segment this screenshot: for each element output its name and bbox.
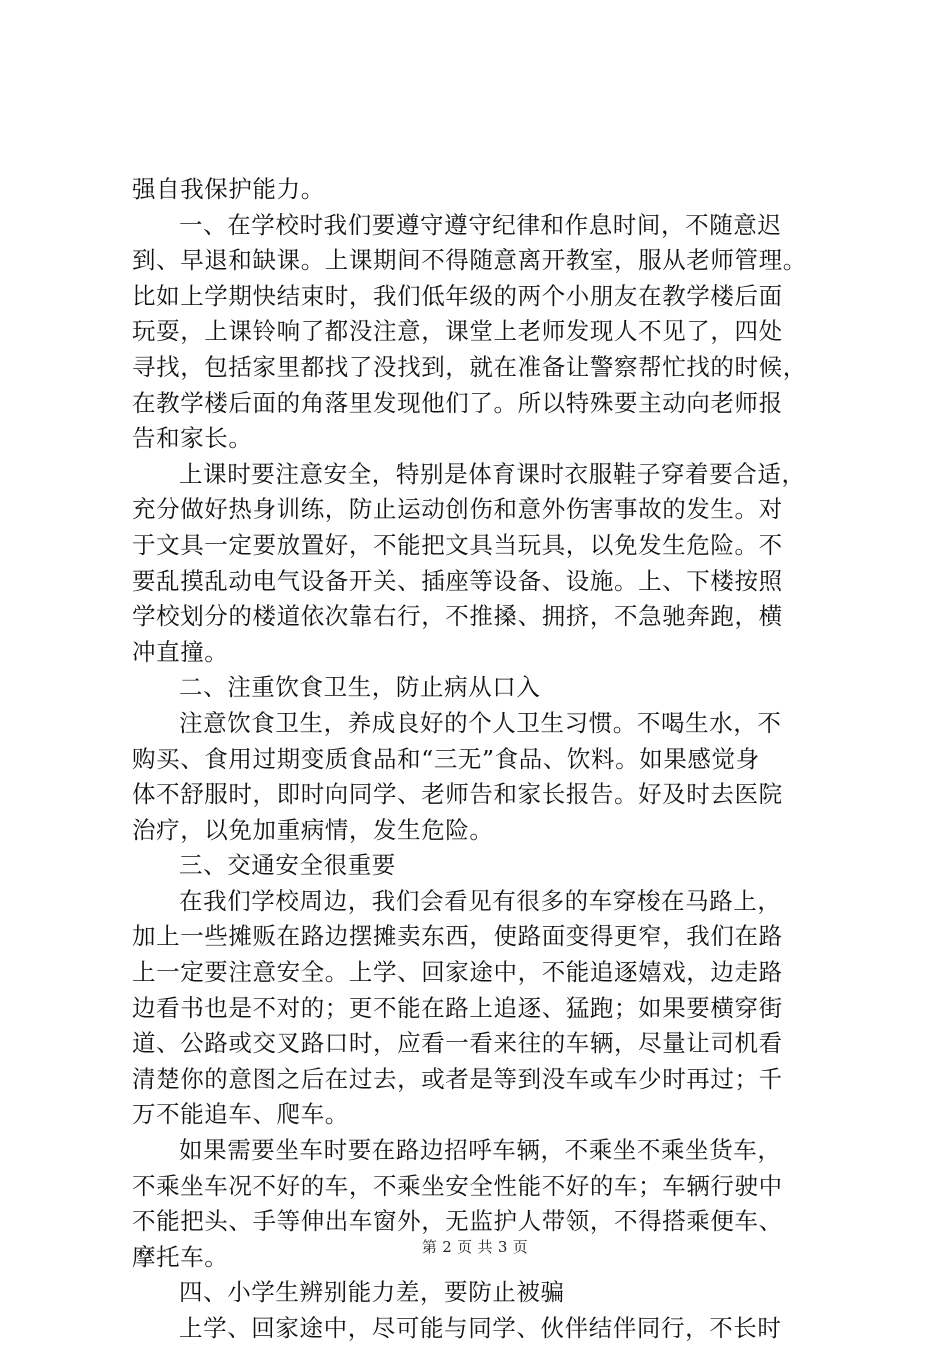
text-line: 三、交通安全很重要 — [179, 851, 396, 880]
text-line: 上一定要注意安全。上学、回家途中，不能追逐嬉戏，边走路 — [132, 958, 783, 987]
text-line: 治疗，以免加重病情，发生危险。 — [132, 815, 494, 844]
text-line: 强自我保护能力。 — [132, 175, 325, 203]
text-line: 体不舒服时，即时向同学、老师告和家长报告。好及时去医院 — [132, 780, 783, 809]
text-line: 学校划分的楼道依次靠右行，不推搡、拥挤，不急驰奔跑，横 — [132, 602, 783, 631]
text-line: 道、公路或交叉路口时，应看一看来往的车辆，尽量让司机看 — [132, 1029, 783, 1058]
text-line: 冲直撞。 — [132, 637, 229, 666]
text-line: 告和家长。 — [132, 424, 253, 453]
text-line: 万不能追车、爬车。 — [132, 1100, 349, 1129]
text-line: 不能把头、手等伸出车窗外，无监护人带领，不得搭乘便车、 — [132, 1207, 783, 1236]
page-footer: 第 2 页 共 3 页 — [421, 1238, 529, 1256]
text-line: 购买、食用过期变质食品和“三无”食品、饮料。如果感觉身 — [132, 744, 760, 773]
text-line: 充分做好热身训练，防止运动创伤和意外伤害事故的发生。对 — [132, 495, 783, 524]
text-line: 在教学楼后面的角落里发现他们了。所以特殊要主动向老师报 — [132, 388, 783, 417]
text-line: 上学、回家途中，尽可能与同学、伙伴结伴同行，不长时 — [179, 1314, 782, 1342]
text-line: 注意饮食卫生，养成良好的个人卫生习惯。不喝生水，不 — [179, 708, 782, 737]
text-line: 一、在学校时我们要遵守遵守纪律和作息时间，不随意迟 — [179, 210, 782, 239]
text-line: 边看书也是不对的；更不能在路上追逐、猛跑；如果要横穿街 — [132, 993, 783, 1022]
text-line: 比如上学期快结束时，我们低年级的两个小朋友在教学楼后面 — [132, 281, 783, 310]
document-body — [132, 172, 832, 1347]
text-line: 加上一些摊贩在路边摆摊卖东西，使路面变得更窄，我们在路 — [132, 922, 783, 951]
text-line: 清楚你的意图之后在过去，或者是等到没车或车少时再过；千 — [132, 1064, 783, 1093]
text-line: 不乘坐车况不好的车，不乘坐安全性能不好的车；车辆行驶中 — [132, 1171, 783, 1200]
text-line: 于文具一定要放置好，不能把文具当玩具，以免发生危险。不 — [132, 530, 783, 559]
text-line: 摩托车。 — [132, 1242, 229, 1271]
text-line: 如果需要坐车时要在路边招呼车辆，不乘坐不乘坐货车， — [179, 1136, 782, 1165]
text-line: 四、小学生辨别能力差，要防止被骗 — [179, 1278, 565, 1307]
text-line: 到、早退和缺课。上课期间不得随意离开教室，服从老师管理。 — [132, 246, 807, 275]
text-line: 寻找，包括家里都找了没找到，就在准备让警察帮忙找的时候， — [132, 352, 807, 381]
text-line: 上课时要注意安全，特别是体育课时衣服鞋子穿着要合适， — [179, 459, 806, 488]
text-line: 要乱摸乱动电气设备开关、插座等设备、设施。上、下楼按照 — [132, 566, 783, 595]
text-line: 在我们学校周边，我们会看见有很多的车穿梭在马路上， — [179, 886, 782, 915]
text-line: 二、注重饮食卫生，防止病从口入 — [179, 673, 541, 702]
text-line: 玩耍，上课铃响了都没注意，课堂上老师发现人不见了，四处 — [132, 317, 783, 346]
